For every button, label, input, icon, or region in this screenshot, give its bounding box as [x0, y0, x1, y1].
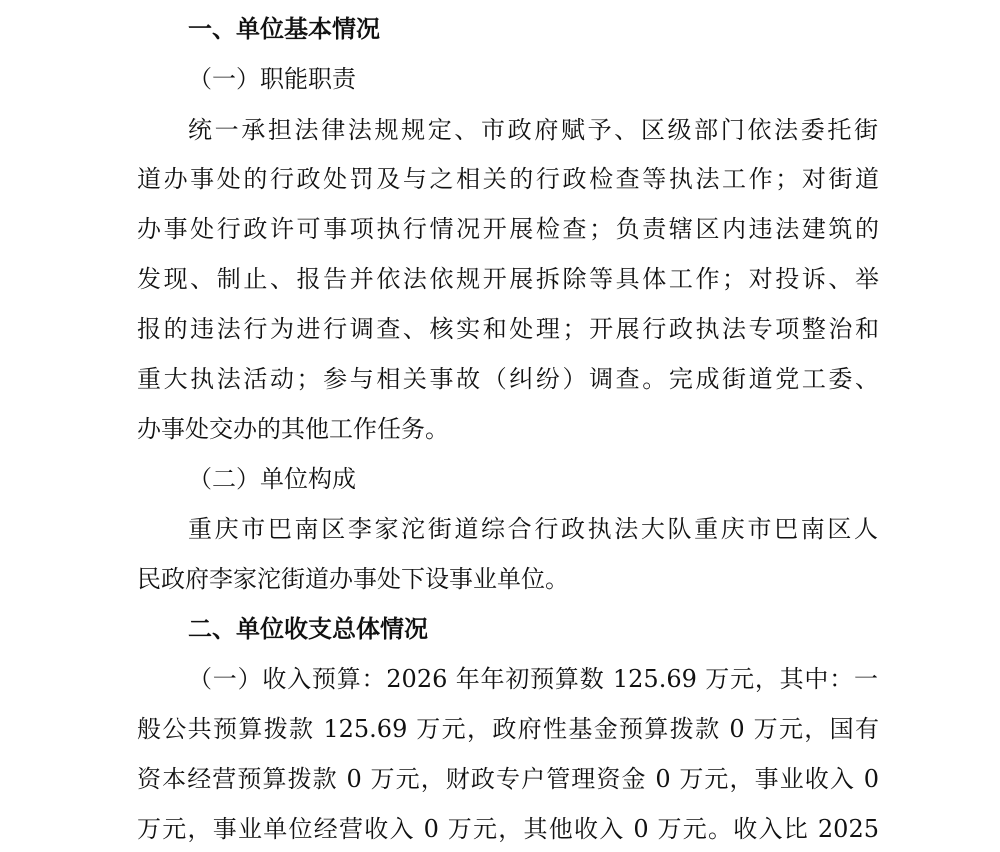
paragraph-line: 道办事处的行政处罚及与之相关的行政检查等执法工作；对街道: [137, 165, 879, 193]
paragraph-line: 统一承担法律法规规定、市政府赋予、区级部门依法委托街: [188, 116, 878, 144]
paragraph-line: 重庆市巴南区李家沱街道综合行政执法大队重庆市巴南区人: [188, 515, 878, 543]
paragraph-line: 重大执法活动；参与相关事故（纠纷）调查。完成街道党工委、: [137, 365, 879, 393]
section-1-2-heading: （二）单位构成: [188, 465, 356, 493]
paragraph-line: 般公共预算拨款 125.69 万元，政府性基金预算拨款 0 万元，国有: [137, 715, 879, 743]
section-2-heading: 二、单位收支总体情况: [188, 615, 428, 643]
paragraph-line: 万元，事业单位经营收入 0 万元，其他收入 0 万元。收入比 2025: [137, 815, 879, 843]
paragraph-line: 资本经营预算拨款 0 万元，财政专户管理资金 0 万元，事业收入 0: [137, 765, 879, 793]
paragraph-line: 办事处交办的其他工作任务。: [137, 415, 449, 443]
paragraph-line: 报的违法行为进行调查、核实和处理；开展行政执法专项整治和: [137, 315, 879, 343]
section-1-1-heading: （一）职能职责: [188, 65, 356, 93]
paragraph-line: 民政府李家沱街道办事处下设事业单位。: [137, 565, 569, 593]
paragraph-line: 办事处行政许可事项执行情况开展检查；负责辖区内违法建筑的: [137, 215, 879, 243]
paragraph-line: 发现、制止、报告并依法依规开展拆除等具体工作；对投诉、举: [137, 265, 879, 293]
paragraph-line: （一）收入预算：2026 年年初预算数 125.69 万元，其中：一: [188, 665, 878, 693]
section-1-heading: 一、单位基本情况: [188, 15, 380, 43]
